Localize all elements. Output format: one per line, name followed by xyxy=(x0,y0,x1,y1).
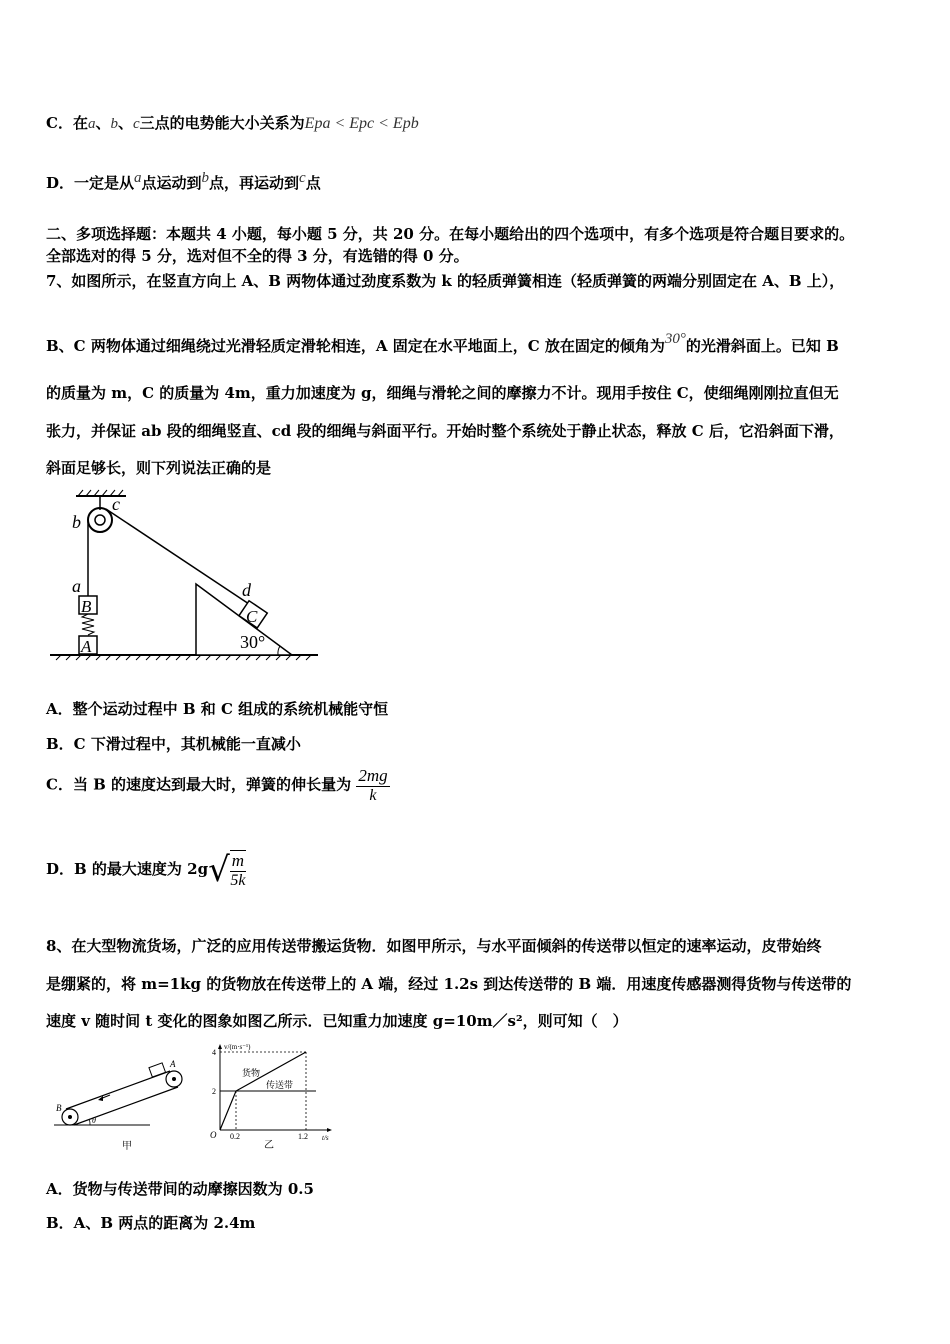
q7-option-c: C．当 B 的速度达到最大时，弹簧的伸长量为 $\frac{2mg}{k}$ xyxy=(46,766,388,804)
section2-line2: 全部选对的得 5 分，选对但不全的得 3 分，有选错的得 0 分。 xyxy=(46,247,469,265)
ytick-2: 2 xyxy=(212,1087,216,1096)
q8-figure-jia xyxy=(50,1055,190,1155)
label-block-c: C xyxy=(246,607,258,626)
q7-stem-1: 7、如图所示，在竖直方向上 A、B 两物体通过劲度系数为 k 的轻质弹簧相连（轻质弹簧的两端分别固定在 A、B 上）， xyxy=(46,272,845,290)
xtick-1-2: 1.2 xyxy=(298,1132,308,1141)
sqrt-m-over-5k: $\frac{m}{5k}$ xyxy=(230,851,246,889)
label-c: c xyxy=(112,494,120,514)
label-block-b: B xyxy=(81,597,92,616)
label-theta: θ xyxy=(92,1116,96,1125)
spring xyxy=(82,614,94,635)
legend-belt: 传送带 xyxy=(266,1080,294,1090)
q7-stem-3: 的质量为 m，C 的质量为 4m，重力加速度为 g，细绳与滑轮之间的摩擦力不计。现用手按住 C，使细绳刚刚拉直但无 xyxy=(46,384,839,402)
q7-stem-2: B、C 两物体通过细绳绕过光滑轻质定滑轮相连，A 固定在水平地面上，C 放在固定的倾角为30°的光滑斜面上。已知 B xyxy=(46,331,839,355)
x-axis-label: t/s xyxy=(322,1134,329,1142)
q6-option-d: D．一定是从a点运动到b点，再运动到c点 xyxy=(46,170,321,192)
q8-stem-2: 是绷紧的，将 m=1kg 的货物放在传送带上的 A 端，经过 1.2s 到达传送带的 B 端．用速度传感器测得货物与传送带的 xyxy=(46,975,852,993)
q8-option-a: A．货物与传送带间的动摩擦因数为 0.5 xyxy=(46,1180,314,1198)
fraction-2mg-over-k: $\frac{2mg}{k}$ xyxy=(358,766,388,804)
q7-option-b: B．C 下滑过程中，其机械能一直减小 xyxy=(46,735,301,753)
caption-jia: 甲 xyxy=(122,1141,132,1152)
cargo xyxy=(149,1063,166,1077)
label-block-a: A xyxy=(81,637,92,656)
q7-stem-4: 张力，并保证 ab 段的细绳竖直、cd 段的细绳与斜面平行。开始时整个系统处于静止状态，释放 C 后，它沿斜面下滑， xyxy=(46,422,844,440)
q7-figure xyxy=(46,488,326,668)
q8-stem-3: 速度 v 随时间 t 变化的图象如图乙所示．已知重力加速度 g=10m／s²，则可知（ ） xyxy=(46,1012,628,1030)
label-b: b xyxy=(72,512,81,532)
y-axis-label: v/(m·s⁻¹) xyxy=(224,1043,251,1051)
q7-option-a: A．整个运动过程中 B 和 C 组成的系统机械能守恒 xyxy=(46,700,389,718)
legend-cargo: 货物 xyxy=(242,1068,261,1078)
label-d: d xyxy=(242,580,251,600)
q7-option-d: D．B 的最大速度为 2g√ $\frac{m}{5k}$ xyxy=(46,850,246,890)
pulley xyxy=(88,508,112,532)
q8-stem-1: 8、在大型物流货场，广泛的应用传送带搬运货物．如图甲所示，与水平面倾斜的传送带以恒定的速率运动，皮带始终 xyxy=(46,937,822,955)
origin-label: O xyxy=(210,1130,217,1140)
q6-option-c: C．在a、b、c三点的电势能大小关系为Epa < Epc < Epb xyxy=(46,114,419,132)
caption-yi: 乙 xyxy=(264,1140,274,1151)
section2-line1: 二、多项选择题：本题共 4 小题，每小题 5 分，共 20 分。在每小题给出的四个选项中，有多个选项是符合题目要求的。 xyxy=(46,225,855,243)
q8-figure-yi xyxy=(200,1040,340,1152)
label-a-end: A xyxy=(170,1059,176,1069)
q8-option-b: B．A、B 两点的距离为 2.4m xyxy=(46,1214,256,1232)
label-b-end: B xyxy=(56,1103,62,1113)
xtick-0-2: 0.2 xyxy=(230,1132,240,1141)
label-a: a xyxy=(72,576,81,596)
q7-stem-5: 斜面足够长，则下列说法正确的是 xyxy=(46,459,272,477)
ytick-4: 4 xyxy=(212,1048,216,1057)
label-angle: 30° xyxy=(240,632,266,652)
